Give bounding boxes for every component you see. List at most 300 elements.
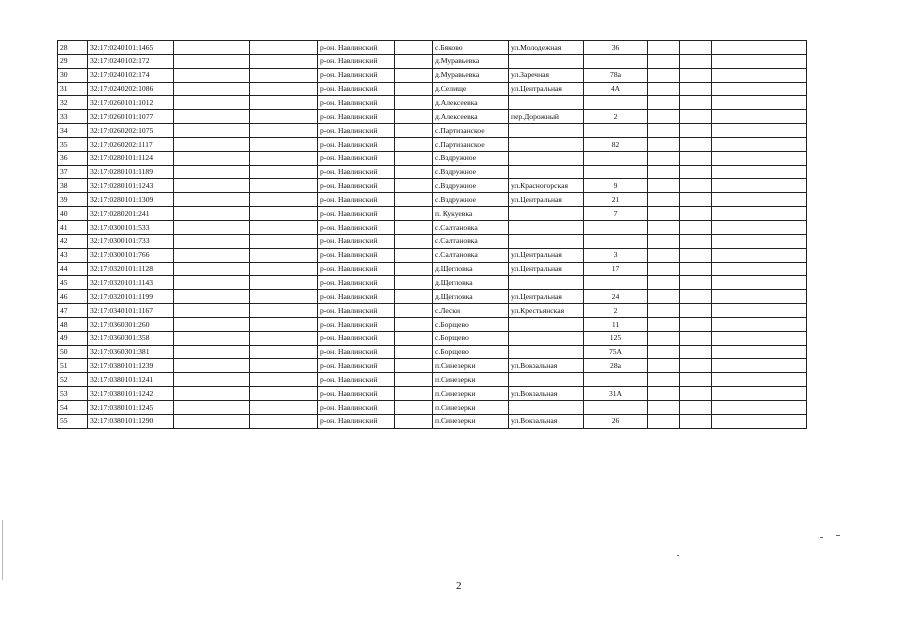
empty-cell [174,179,250,193]
district-cell: р-он. Навлинский [318,110,395,124]
row-number-cell: 32 [58,96,88,110]
cadastral-number-cell: 32:17:0280201:241 [88,207,174,221]
empty-cell [395,82,433,96]
house-number-cell [584,124,648,138]
row-number-cell: 33 [58,110,88,124]
empty-cell [648,165,680,179]
row-number-cell: 44 [58,262,88,276]
empty-cell [250,248,318,262]
empty-cell [680,373,712,387]
settlement-cell: д.Алексеевка [433,96,509,110]
district-cell: р-он. Навлинский [318,414,395,428]
empty-cell [250,359,318,373]
empty-cell [648,373,680,387]
empty-cell [174,124,250,138]
street-cell [509,400,584,414]
empty-cell [174,317,250,331]
empty-cell [250,137,318,151]
table-row [58,276,807,290]
empty-cell [174,387,250,401]
settlement-cell: с.Салтановка [433,248,509,262]
cadastral-number-cell: 32:17:0300101:733 [88,234,174,248]
empty-cell [174,68,250,82]
empty-cell [712,359,807,373]
empty-cell [174,110,250,124]
cadastral-number-cell: 32:17:0360301:260 [88,317,174,331]
table-row [58,290,807,304]
empty-cell [680,248,712,262]
empty-cell [648,414,680,428]
empty-cell [250,234,318,248]
table-row [58,234,807,248]
empty-cell [395,110,433,124]
empty-cell [174,41,250,55]
table-row [58,387,807,401]
table-row [58,110,807,124]
empty-cell [712,317,807,331]
scan-speck [2,520,3,580]
row-number-cell: 50 [58,345,88,359]
house-number-cell: 7 [584,207,648,221]
cadastral-number-cell: 32:17:0260202:1117 [88,137,174,151]
empty-cell [648,400,680,414]
district-cell: р-он. Навлинский [318,193,395,207]
empty-cell [712,193,807,207]
table-row [58,193,807,207]
empty-cell [648,82,680,96]
table-row [58,151,807,165]
empty-cell [174,359,250,373]
empty-cell [680,359,712,373]
empty-cell [712,290,807,304]
empty-cell [395,345,433,359]
district-cell: р-он. Навлинский [318,345,395,359]
empty-cell [250,193,318,207]
settlement-cell: с.Борщево [433,317,509,331]
empty-cell [648,345,680,359]
empty-cell [174,304,250,318]
empty-cell [174,248,250,262]
district-cell: р-он. Навлинский [318,387,395,401]
street-cell: ул.Вокзальная [509,414,584,428]
empty-cell [174,414,250,428]
empty-cell [712,414,807,428]
empty-cell [395,234,433,248]
cadastral-number-cell: 32:17:0360301:381 [88,345,174,359]
empty-cell [712,137,807,151]
empty-cell [648,137,680,151]
house-number-cell [584,165,648,179]
empty-cell [250,331,318,345]
cadastral-number-cell: 32:17:0360301:358 [88,331,174,345]
row-number-cell: 30 [58,68,88,82]
table-row [58,124,807,138]
district-cell: р-он. Навлинский [318,151,395,165]
street-cell [509,331,584,345]
empty-cell [250,82,318,96]
settlement-cell: д.Щегловка [433,276,509,290]
empty-cell [712,82,807,96]
empty-cell [680,414,712,428]
street-cell: ул.Центральная [509,248,584,262]
empty-cell [174,345,250,359]
empty-cell [174,276,250,290]
cadastral-number-cell: 32:17:0300101:533 [88,220,174,234]
house-number-cell [584,96,648,110]
row-number-cell: 39 [58,193,88,207]
empty-cell [648,262,680,276]
cadastral-number-cell: 32:17:0260101:1012 [88,96,174,110]
row-number-cell: 47 [58,304,88,318]
empty-cell [648,248,680,262]
house-number-cell: 31А [584,387,648,401]
house-number-cell: 78а [584,68,648,82]
empty-cell [174,207,250,221]
empty-cell [712,262,807,276]
settlement-cell: с.Партизанское [433,124,509,138]
settlement-cell: с.Вздружное [433,151,509,165]
settlement-cell: с.Салтановка [433,220,509,234]
empty-cell [395,193,433,207]
row-number-cell: 41 [58,220,88,234]
empty-cell [250,54,318,68]
house-number-cell: 26 [584,414,648,428]
street-cell [509,345,584,359]
empty-cell [712,373,807,387]
row-number-cell: 43 [58,248,88,262]
table-row [58,68,807,82]
empty-cell [712,400,807,414]
table-row [58,82,807,96]
empty-cell [250,373,318,387]
empty-cell [395,207,433,221]
row-number-cell: 38 [58,179,88,193]
empty-cell [250,220,318,234]
table-row [58,373,807,387]
empty-cell [648,193,680,207]
empty-cell [174,96,250,110]
table-row [58,54,807,68]
street-cell: ул.Красногорская [509,179,584,193]
table-row [58,41,807,55]
settlement-cell: д.Щегловка [433,290,509,304]
empty-cell [174,290,250,304]
empty-cell [250,276,318,290]
street-cell [509,96,584,110]
empty-cell [174,137,250,151]
empty-cell [680,110,712,124]
street-cell: ул.Заречная [509,68,584,82]
table-row [58,331,807,345]
cadastral-number-cell: 32:17:0320101:1143 [88,276,174,290]
empty-cell [395,41,433,55]
table-row [58,414,807,428]
empty-cell [648,207,680,221]
empty-cell [680,41,712,55]
empty-cell [712,304,807,318]
row-number-cell: 54 [58,400,88,414]
empty-cell [712,151,807,165]
house-number-cell: 82 [584,137,648,151]
empty-cell [395,414,433,428]
table-row [58,137,807,151]
empty-cell [680,54,712,68]
settlement-cell: с.Салтановка [433,234,509,248]
empty-cell [395,304,433,318]
empty-cell [680,331,712,345]
empty-cell [395,317,433,331]
street-cell [509,137,584,151]
empty-cell [250,317,318,331]
empty-cell [174,400,250,414]
empty-cell [712,220,807,234]
street-cell [509,165,584,179]
cadastral-number-cell: 32:17:0240102:174 [88,68,174,82]
empty-cell [712,345,807,359]
empty-cell [712,331,807,345]
empty-cell [648,179,680,193]
empty-cell [174,54,250,68]
cadastral-number-cell: 32:17:0280101:1189 [88,165,174,179]
empty-cell [648,110,680,124]
street-cell [509,220,584,234]
district-cell: р-он. Навлинский [318,262,395,276]
district-cell: р-он. Навлинский [318,124,395,138]
cadastral-number-cell: 32:17:0320101:1128 [88,262,174,276]
district-cell: р-он. Навлинский [318,68,395,82]
house-number-cell: 24 [584,290,648,304]
row-number-cell: 40 [58,207,88,221]
district-cell: р-он. Навлинский [318,96,395,110]
cadastral-number-cell: 32:17:0240202:1086 [88,82,174,96]
house-number-cell [584,220,648,234]
empty-cell [250,68,318,82]
empty-cell [680,220,712,234]
cadastral-number-cell: 32:17:0380101:1290 [88,414,174,428]
street-cell: ул.Центральная [509,82,584,96]
cadastral-number-cell: 32:17:0380101:1239 [88,359,174,373]
empty-cell [712,179,807,193]
empty-cell [395,400,433,414]
empty-cell [174,220,250,234]
cadastral-number-cell: 32:17:0380101:1242 [88,387,174,401]
district-cell: р-он. Навлинский [318,304,395,318]
table-row [58,262,807,276]
empty-cell [680,137,712,151]
empty-cell [250,400,318,414]
table-row [58,359,807,373]
settlement-cell: с.Вздружное [433,179,509,193]
row-number-cell: 28 [58,41,88,55]
street-cell [509,276,584,290]
empty-cell [712,96,807,110]
table-row [58,304,807,318]
district-cell: р-он. Навлинский [318,234,395,248]
cadastral-number-cell: 32:17:0340101:1167 [88,304,174,318]
district-cell: р-он. Навлинский [318,359,395,373]
street-cell [509,317,584,331]
row-number-cell: 29 [58,54,88,68]
table-row [58,400,807,414]
empty-cell [712,110,807,124]
settlement-cell: д.Муравьевка [433,54,509,68]
empty-cell [712,165,807,179]
house-number-cell: 28а [584,359,648,373]
house-number-cell: 125 [584,331,648,345]
empty-cell [648,290,680,304]
empty-cell [680,207,712,221]
house-number-cell: 75А [584,345,648,359]
settlement-cell: п.Синезерки [433,414,509,428]
empty-cell [680,124,712,138]
district-cell: р-он. Навлинский [318,165,395,179]
district-cell: р-он. Навлинский [318,317,395,331]
empty-cell [712,68,807,82]
empty-cell [174,331,250,345]
empty-cell [712,387,807,401]
house-number-cell: 2 [584,304,648,318]
street-cell: ул.Центральная [509,290,584,304]
empty-cell [712,234,807,248]
house-number-cell: 3 [584,248,648,262]
row-number-cell: 31 [58,82,88,96]
table-row [58,96,807,110]
empty-cell [395,248,433,262]
street-cell: ул.Крестьянская [509,304,584,318]
district-cell: р-он. Навлинский [318,220,395,234]
empty-cell [648,317,680,331]
empty-cell [395,331,433,345]
district-cell: р-он. Навлинский [318,137,395,151]
house-number-cell: 9 [584,179,648,193]
empty-cell [250,304,318,318]
empty-cell [395,96,433,110]
settlement-cell: п.Синезерки [433,373,509,387]
street-cell [509,207,584,221]
row-number-cell: 51 [58,359,88,373]
street-cell: пер.Дорожный [509,110,584,124]
settlement-cell: п.Синезерки [433,400,509,414]
empty-cell [250,151,318,165]
table-row [58,207,807,221]
row-number-cell: 34 [58,124,88,138]
empty-cell [250,290,318,304]
empty-cell [648,359,680,373]
empty-cell [250,207,318,221]
street-cell [509,124,584,138]
empty-cell [648,68,680,82]
row-number-cell: 52 [58,373,88,387]
settlement-cell: с.Вздружное [433,165,509,179]
street-cell [509,54,584,68]
empty-cell [680,96,712,110]
settlement-cell: с.Лески [433,304,509,318]
empty-cell [680,262,712,276]
empty-cell [174,82,250,96]
table-row [58,248,807,262]
settlement-cell: с.Борщево [433,331,509,345]
house-number-cell: 11 [584,317,648,331]
empty-cell [680,193,712,207]
table-row [58,220,807,234]
street-cell: ул.Вокзальная [509,387,584,401]
empty-cell [174,234,250,248]
empty-cell [648,54,680,68]
empty-cell [648,304,680,318]
settlement-cell: с.Вздружное [433,193,509,207]
settlement-cell: с.Борщево [433,345,509,359]
settlement-cell: п.Синезерки [433,387,509,401]
street-cell: ул.Вокзальная [509,359,584,373]
cadastral-number-cell: 32:17:0240101:1465 [88,41,174,55]
scan-speck [820,537,823,538]
district-cell: р-он. Навлинский [318,179,395,193]
empty-cell [648,234,680,248]
row-number-cell: 37 [58,165,88,179]
street-cell [509,151,584,165]
house-number-cell: 17 [584,262,648,276]
empty-cell [174,151,250,165]
empty-cell [174,165,250,179]
empty-cell [648,41,680,55]
empty-cell [395,276,433,290]
district-cell: р-он. Навлинский [318,290,395,304]
house-number-cell [584,276,648,290]
district-cell: р-он. Навлинский [318,373,395,387]
table-row [58,165,807,179]
empty-cell [250,414,318,428]
cadastral-number-cell: 32:17:0320101:1199 [88,290,174,304]
empty-cell [395,165,433,179]
empty-cell [174,193,250,207]
settlement-cell: д.Муравьевка [433,68,509,82]
cadastral-number-cell: 32:17:0280101:1309 [88,193,174,207]
settlement-cell: с.Партизанское [433,137,509,151]
empty-cell [250,387,318,401]
empty-cell [648,331,680,345]
district-cell: р-он. Навлинский [318,207,395,221]
row-number-cell: 48 [58,317,88,331]
empty-cell [680,276,712,290]
row-number-cell: 46 [58,290,88,304]
row-number-cell: 42 [58,234,88,248]
row-number-cell: 55 [58,414,88,428]
settlement-cell: д.Щегловка [433,262,509,276]
empty-cell [395,262,433,276]
district-cell: р-он. Навлинский [318,331,395,345]
empty-cell [174,262,250,276]
empty-cell [250,345,318,359]
empty-cell [250,262,318,276]
district-cell: р-он. Навлинский [318,82,395,96]
table-row [58,345,807,359]
empty-cell [395,220,433,234]
house-number-cell [584,373,648,387]
empty-cell [712,124,807,138]
empty-cell [648,96,680,110]
empty-cell [250,96,318,110]
street-cell: ул.Центральная [509,262,584,276]
row-number-cell: 35 [58,137,88,151]
empty-cell [712,248,807,262]
house-number-cell [584,54,648,68]
empty-cell [174,373,250,387]
empty-cell [680,290,712,304]
empty-cell [648,151,680,165]
empty-cell [648,220,680,234]
empty-cell [648,124,680,138]
district-cell: р-он. Навлинский [318,54,395,68]
